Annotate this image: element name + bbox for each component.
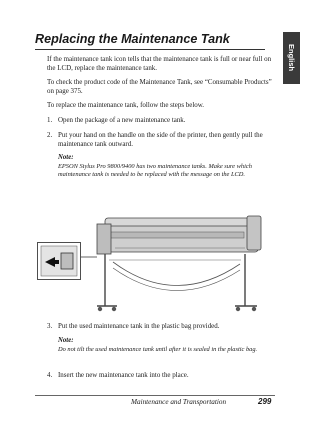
step-text: Put the used maintenance tank in the plastic bag provided. [58, 322, 220, 330]
language-tab-label: English [287, 44, 296, 72]
note-label: Note: [58, 154, 74, 161]
intro-paragraph: If the maintenance tank icon tells that the maintenance tank is full or near full on the LCD, replace the maintenance tank. [47, 55, 272, 73]
step-text: Open the package of a new maintenance tank. [58, 116, 186, 124]
section-title: Replacing the Maintenance Tank [35, 32, 265, 50]
tank-detail-illustration [37, 242, 81, 280]
note-label: Note: [58, 337, 74, 344]
page-number: 299 [258, 397, 272, 406]
step-number: 1. [47, 116, 53, 124]
step-text: Insert the new maintenance tank into the place. [58, 371, 189, 379]
footer-section: Maintenance and Transportation [131, 398, 227, 406]
note-text: EPSON Stylus Pro 9800/9400 has two maintenance tanks. Make sure which maintenance tank is needed to be replaced with the message on the LCD. [58, 163, 252, 179]
product-code-paragraph: To check the product code of the Maintenance Tank, see “Consumable Products” on page 375. [47, 78, 272, 96]
footer-rule [35, 395, 275, 396]
step-number: 3. [47, 322, 53, 330]
step-number: 4. [47, 371, 53, 379]
leader-line [81, 255, 97, 259]
language-tab [283, 32, 300, 84]
step-number: 2. [47, 131, 53, 139]
steps-intro: To replace the maintenance tank, follow the steps below. [47, 101, 205, 109]
step-text: Put your hand on the handle on the side of the printer, then gently pull the maintenance tank outward. [58, 131, 263, 149]
note-text: Do not tilt the used maintenance tank until after it is sealed in the plastic bag. [58, 346, 258, 353]
printer-illustration [95, 212, 270, 316]
